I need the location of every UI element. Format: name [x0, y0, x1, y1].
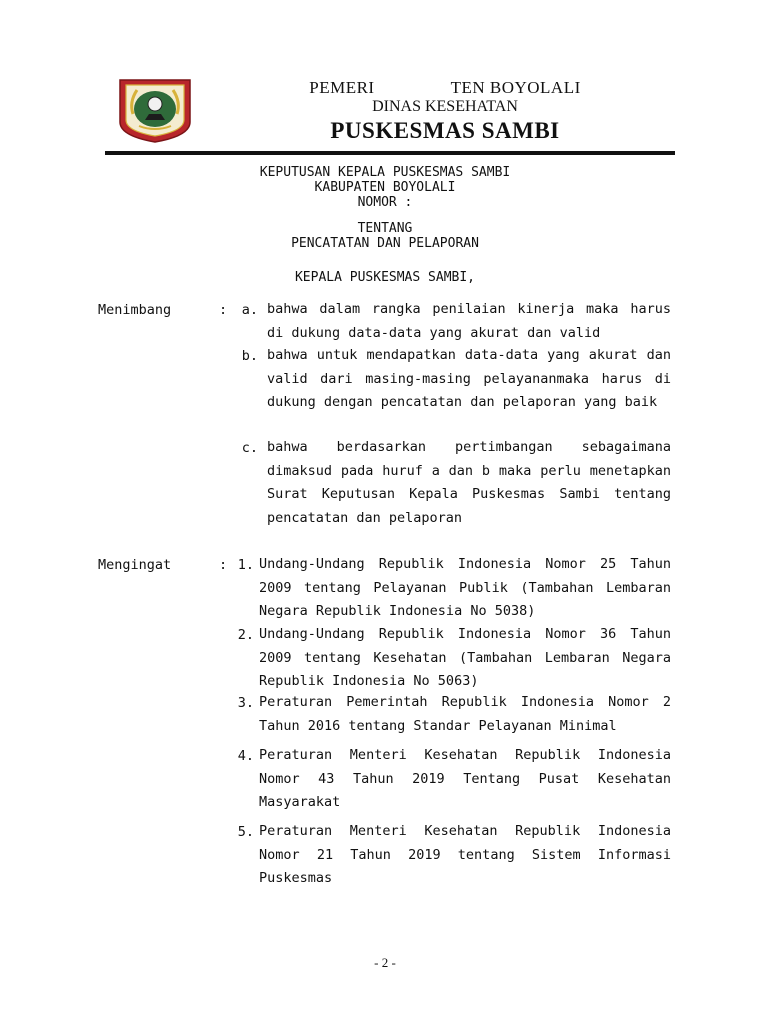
list-item: bahwa berdasarkan pertimbangan sebagaimana dimaksud pada huruf a dan b maka perlu menetapkan Surat Keputusan Kepala Puskesmas Sambi tentang pencatatan dan pelaporan	[267, 439, 671, 526]
decree-title: KEPUTUSAN KEPALA PUSKESMAS SAMBI	[259, 165, 511, 180]
list-item-marker: 5.	[237, 824, 254, 840]
list-item-marker: 2.	[237, 627, 254, 643]
mengingat-label: Mengingat	[98, 557, 172, 573]
tentang-label: TENTANG	[357, 221, 413, 236]
list-item: Undang-Undang Republik Indonesia Nomor 36 Tahun 2009 tentang Kesehatan (Tambahan Lembaran Negara Republik Indonesia No 5063)	[259, 626, 671, 689]
decree-number: NOMOR :	[357, 195, 413, 210]
decree-regency: KABUPATEN BOYOLALI	[314, 180, 456, 195]
page-number: - 2 -	[374, 955, 396, 970]
decree-subject: PENCATATAN DAN PELAPORAN	[291, 236, 479, 251]
list-item-marker: c.	[241, 440, 258, 456]
list-item-marker: b.	[241, 348, 258, 364]
list-item: bahwa dalam rangka penilaian kinerja maka harus di dukung data-data yang akurat dan valid	[267, 301, 671, 341]
list-item: Peraturan Menteri Kesehatan Republik Indonesia Nomor 21 Tahun 2019 tentang Sistem Informasi Puskesmas	[259, 823, 671, 886]
letterhead-institution: PUSKESMAS SAMBI	[330, 118, 560, 143]
list-item: Peraturan Pemerintah Republik Indonesia Nomor 2 Tahun 2016 tentang Standar Pelayanan Minimal	[259, 694, 671, 734]
list-item: Peraturan Menteri Kesehatan Republik Indonesia Nomor 43 Tahun 2019 Tentang Pusat Kesehatan Masyarakat	[259, 747, 671, 810]
list-item: bahwa untuk mendapatkan data-data yang akurat dan valid dari masing-masing pelayananmaka harus di dukung dengan pencatatan dan pelaporan yang baik	[267, 347, 671, 410]
mengingat-colon: :	[219, 557, 228, 573]
list-item-marker: a.	[241, 302, 258, 318]
list-item-marker: 3.	[237, 695, 254, 711]
official-title: KEPALA PUSKESMAS SAMBI,	[294, 270, 475, 285]
letterhead-divider	[105, 151, 675, 155]
menimbang-label: Menimbang	[98, 302, 172, 318]
list-item-marker: 4.	[237, 748, 254, 764]
letterhead-government-line: PEMERI TEN BOYOLALI	[309, 78, 581, 97]
list-item: Undang-Undang Republik Indonesia Nomor 25 Tahun 2009 tentang Pelayanan Publik (Tambahan Lembaran Negara Republik Indonesia No 5038)	[259, 556, 671, 619]
list-item-marker: 1.	[237, 557, 254, 573]
letterhead-department: DINAS KESEHATAN	[372, 98, 518, 115]
menimbang-colon: :	[219, 302, 228, 318]
boyolali-regency-emblem-icon	[117, 78, 193, 144]
